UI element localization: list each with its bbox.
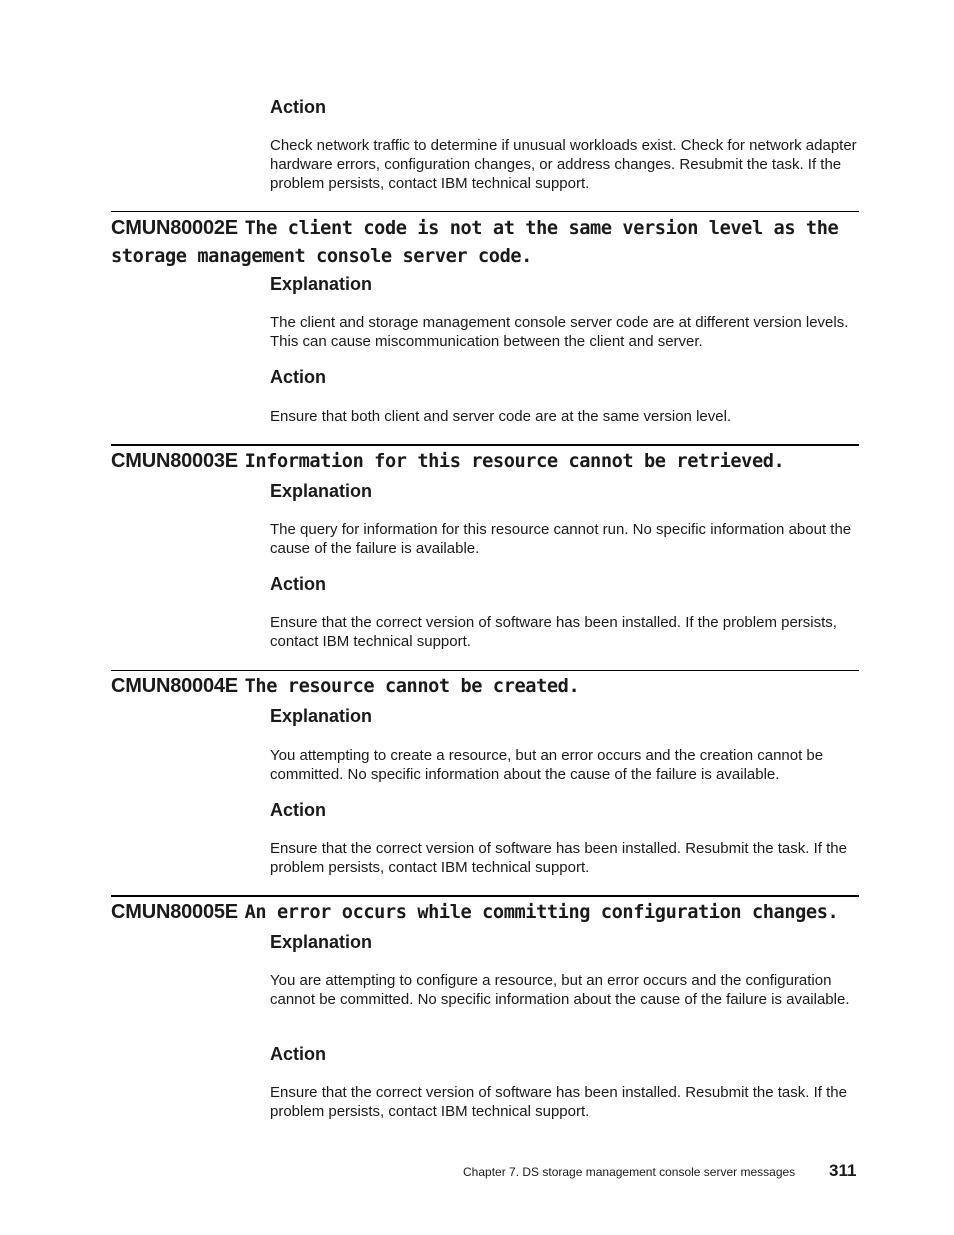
section-divider [111, 444, 859, 446]
message-heading [111, 214, 871, 270]
message-id: CMUN80003E [111, 450, 238, 472]
explanation-text: You attempting to create a resource, but an error occurs and the creation cannot be committed. No specific information about the cause of the failure is available. [270, 747, 824, 783]
action-heading: Action [270, 1044, 326, 1064]
section-divider [111, 895, 859, 897]
action-text: Ensure that the correct version of software has been installed. Resubmit the task. If the problem persists, contact IBM technical support. [270, 1084, 847, 1120]
action-heading: Action [270, 800, 326, 820]
message-id: CMUN80005E [111, 901, 238, 923]
message-id: CMUN80002E [111, 217, 238, 239]
section-divider [111, 670, 859, 671]
action-heading: Action [270, 367, 326, 387]
explanation-heading: Explanation [270, 481, 373, 501]
message-title: The resource cannot be created. [244, 676, 580, 697]
footer-chapter: Chapter 7. DS storage management console server messages [463, 1165, 796, 1179]
message-heading [111, 672, 871, 700]
explanation-heading: Explanation [270, 274, 373, 294]
action-text: Ensure that the correct version of software has been installed. Resubmit the task. If the problem persists, contact IBM technical support. [270, 840, 847, 876]
message-heading [111, 447, 871, 475]
explanation-heading: Explanation [270, 706, 373, 726]
message-title: An error occurs while committing configuration changes. [244, 902, 839, 923]
message-id: CMUN80004E [111, 675, 238, 697]
action-heading: Action [270, 574, 326, 594]
intro-action-text: Check network traffic to determine if unusual workloads exist. Check for network adapter hardware errors, configuration changes, or address changes. Resubmit the task. If the problem persists, contact IBM technical support. [270, 137, 857, 192]
action-text: Ensure that the correct version of software has been installed. If the problem persists, contact IBM technical support. [270, 614, 837, 650]
message-title: Information for this resource cannot be retrieved. [244, 451, 785, 472]
page-number: 311 [829, 1161, 857, 1180]
message-heading [111, 898, 871, 926]
message-title: The client code is not at the same version level as the storage management console server code. [111, 218, 839, 267]
explanation-heading: Explanation [270, 932, 373, 952]
section-divider [111, 211, 859, 212]
explanation-text: The query for information for this resource cannot run. No specific information about the cause of the failure is available. [270, 521, 852, 557]
action-text: Ensure that both client and server code are at the same version level. [270, 408, 732, 425]
intro-action-heading: Action [270, 97, 326, 117]
explanation-text: You are attempting to configure a resource, but an error occurs and the configuration cannot be committed. No specific information about the cause of the failure is available. [270, 972, 850, 1008]
explanation-text: The client and storage management console server code are at different version levels. This can cause miscommunication between the client and server. [270, 314, 849, 350]
